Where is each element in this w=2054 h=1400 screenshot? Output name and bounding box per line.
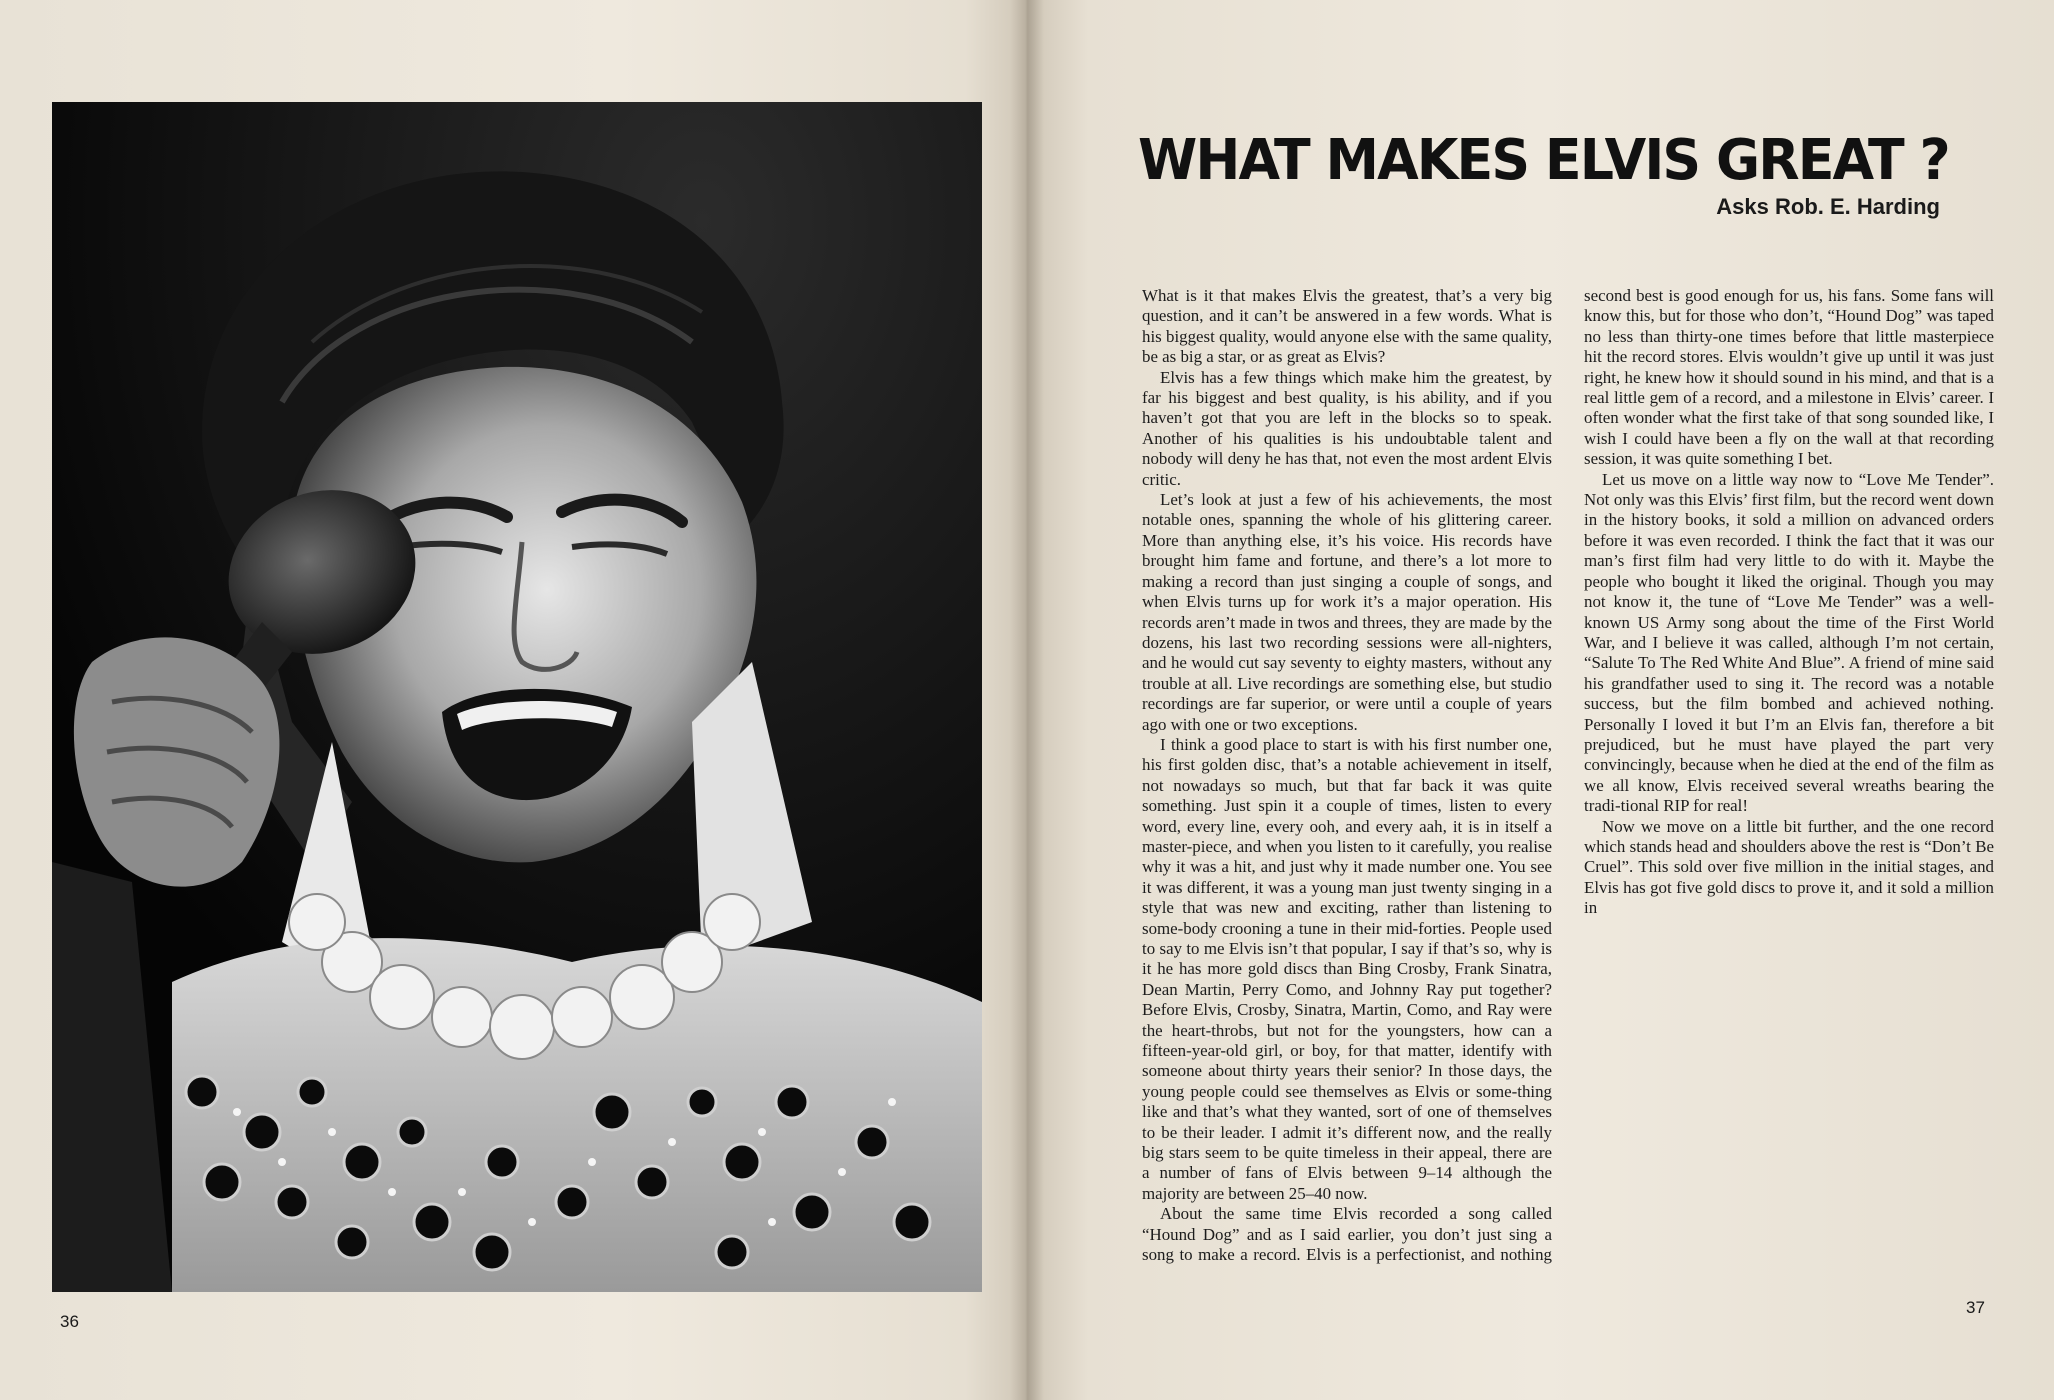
article-paragraph: Let us move on a little way now to “Love Me Tender”. Not only was this Elvis’ first film, but the record went down in the history books, it sold a million on advanced orders before it was even recorded. I think the fact that it was our man’s first film had very little to do with it. Maybe the people who bought it liked the original. Though you may not know it, the tune of “Love Me Tender” was a well-known US Army song about the time of the First World War, and I believe it was called, although I’m not certain, “Salute To The Red White And Blue”. A friend of mine said his grandfather used to sing it. The record was a notable success, but the film bombed and achieved nothing. Personally I loved it but I’m an Elvis fan, therefore a bit prejudiced, but he must have played the part very convincingly, because when he died at the end of the film as we all know, Elvis received several wreaths bearing the tradi-tional RIP for real! [1584,469,1994,816]
page-gutter [1010,0,1044,1400]
page-number-left: 36 [60,1312,79,1331]
article-paragraph: Now we move on a little bit further, and the one record which stands head and shoulders above the rest is “Don’t Be Cruel”. This sold over five million in the initial stages, and Elvis has got five gold discs to prove it, and it sold a million in [1584,816,1994,918]
article-body [1142,286,1994,1284]
article-paragraph: Elvis has a few things which make him the greatest, by far his biggest and best quality, is his ability, and if you haven’t got that you are left in the blocks so to speak. Another of his qualities is his undoubtable talent and nobody will deny he has that, not even the most ardent Elvis critic. [1142,367,1552,489]
elvis-photo-illustration [52,102,982,1292]
article-paragraph: I think a good place to start is with his first number one, his first golden disc, that’s a notable achievement in itself, not nowadays so much, but that far back it was quite something. Just spin it a couple of times, listen to every word, every line, every ooh, and every aah, it is in itself a master-piece, and when you listen to it carefully, you realise why it was a hit, and just why it made number one. You see it was different, it was a young man just twenty singing in a style that was new and exciting, rather than listening to some-body crooning a tune in their mid-forties. People used to say to me Elvis isn’t that popular, I say if that’s so, why is it he has more gold discs than Bing Crosby, Frank Sinatra, Dean Martin, Perry Como, and Johnny Ray put together? Before Elvis, Crosby, Sinatra, Martin, Como, and Ray were the heart-throbs, but not for the youngsters, how can a fifteen-year-old girl, or boy, for that matter, identify with someone about thirty years their senior? In those days, the young people could see themselves as Elvis or some-thing like and that’s what they wanted, sort of one of themselves to be their leader. I admit it’s different now, and the really big stars seem to be quite timeless in their appeal, there are a number of fans of Elvis between 9–14 although the majority are between 25–40 now. [1142,734,1552,1203]
elvis-photo [52,102,982,1292]
article-byline: Asks Rob. E. Harding [1716,194,1940,219]
article-paragraph: What is it that makes Elvis the greatest, that’s a very big question, and it can’t be answered in a few words. What is his biggest quality, would anyone else with the same quality, be as big a star, or as great as Elvis? [1142,286,1552,367]
article-paragraph: About the same time Elvis recorded a song called “Hound Dog” and as I said earlier, you don’t just sing a song to make a record. Elvis is a perfectionist, and nothing second best is good enough for us, his fans. Some fans will know this, but for those who don’t, “Hound Dog” was taped no less than thirty-one times before that little masterpiece hit the record stores. Elvis wouldn’t give up until it was just right, he knew how it should sound in his mind, and that is a real little gem of a record, and a milestone in Elvis’ career. I often wonder what the first take of that song sounded like, I wish I could have been a fly on the wall at that recording session, it was quite something I bet. [1142,286,1994,1265]
page-number-right: 37 [1966,1298,1985,1317]
article-headline: WHAT MAKES ELVIS GREAT ? [1138,128,1949,193]
article-paragraph: Let’s look at just a few of his achievements, the most notable ones, spanning the whole of his glittering career. More than anything else, it’s his voice. His records have brought him fame and fortune, and there’s a lot more to making a record than just singing a couple of songs, and when Elvis turns up for work it’s a major operation. His records aren’t made in twos and threes, they are made by the dozens, his last two recording sessions were all-nighters, and he would cut say seventy to eighty masters, without any trouble at all. Live recordings are something else, but studio recordings are far superior, or were until a couple of years ago with one or two exceptions. [1142,490,1552,734]
